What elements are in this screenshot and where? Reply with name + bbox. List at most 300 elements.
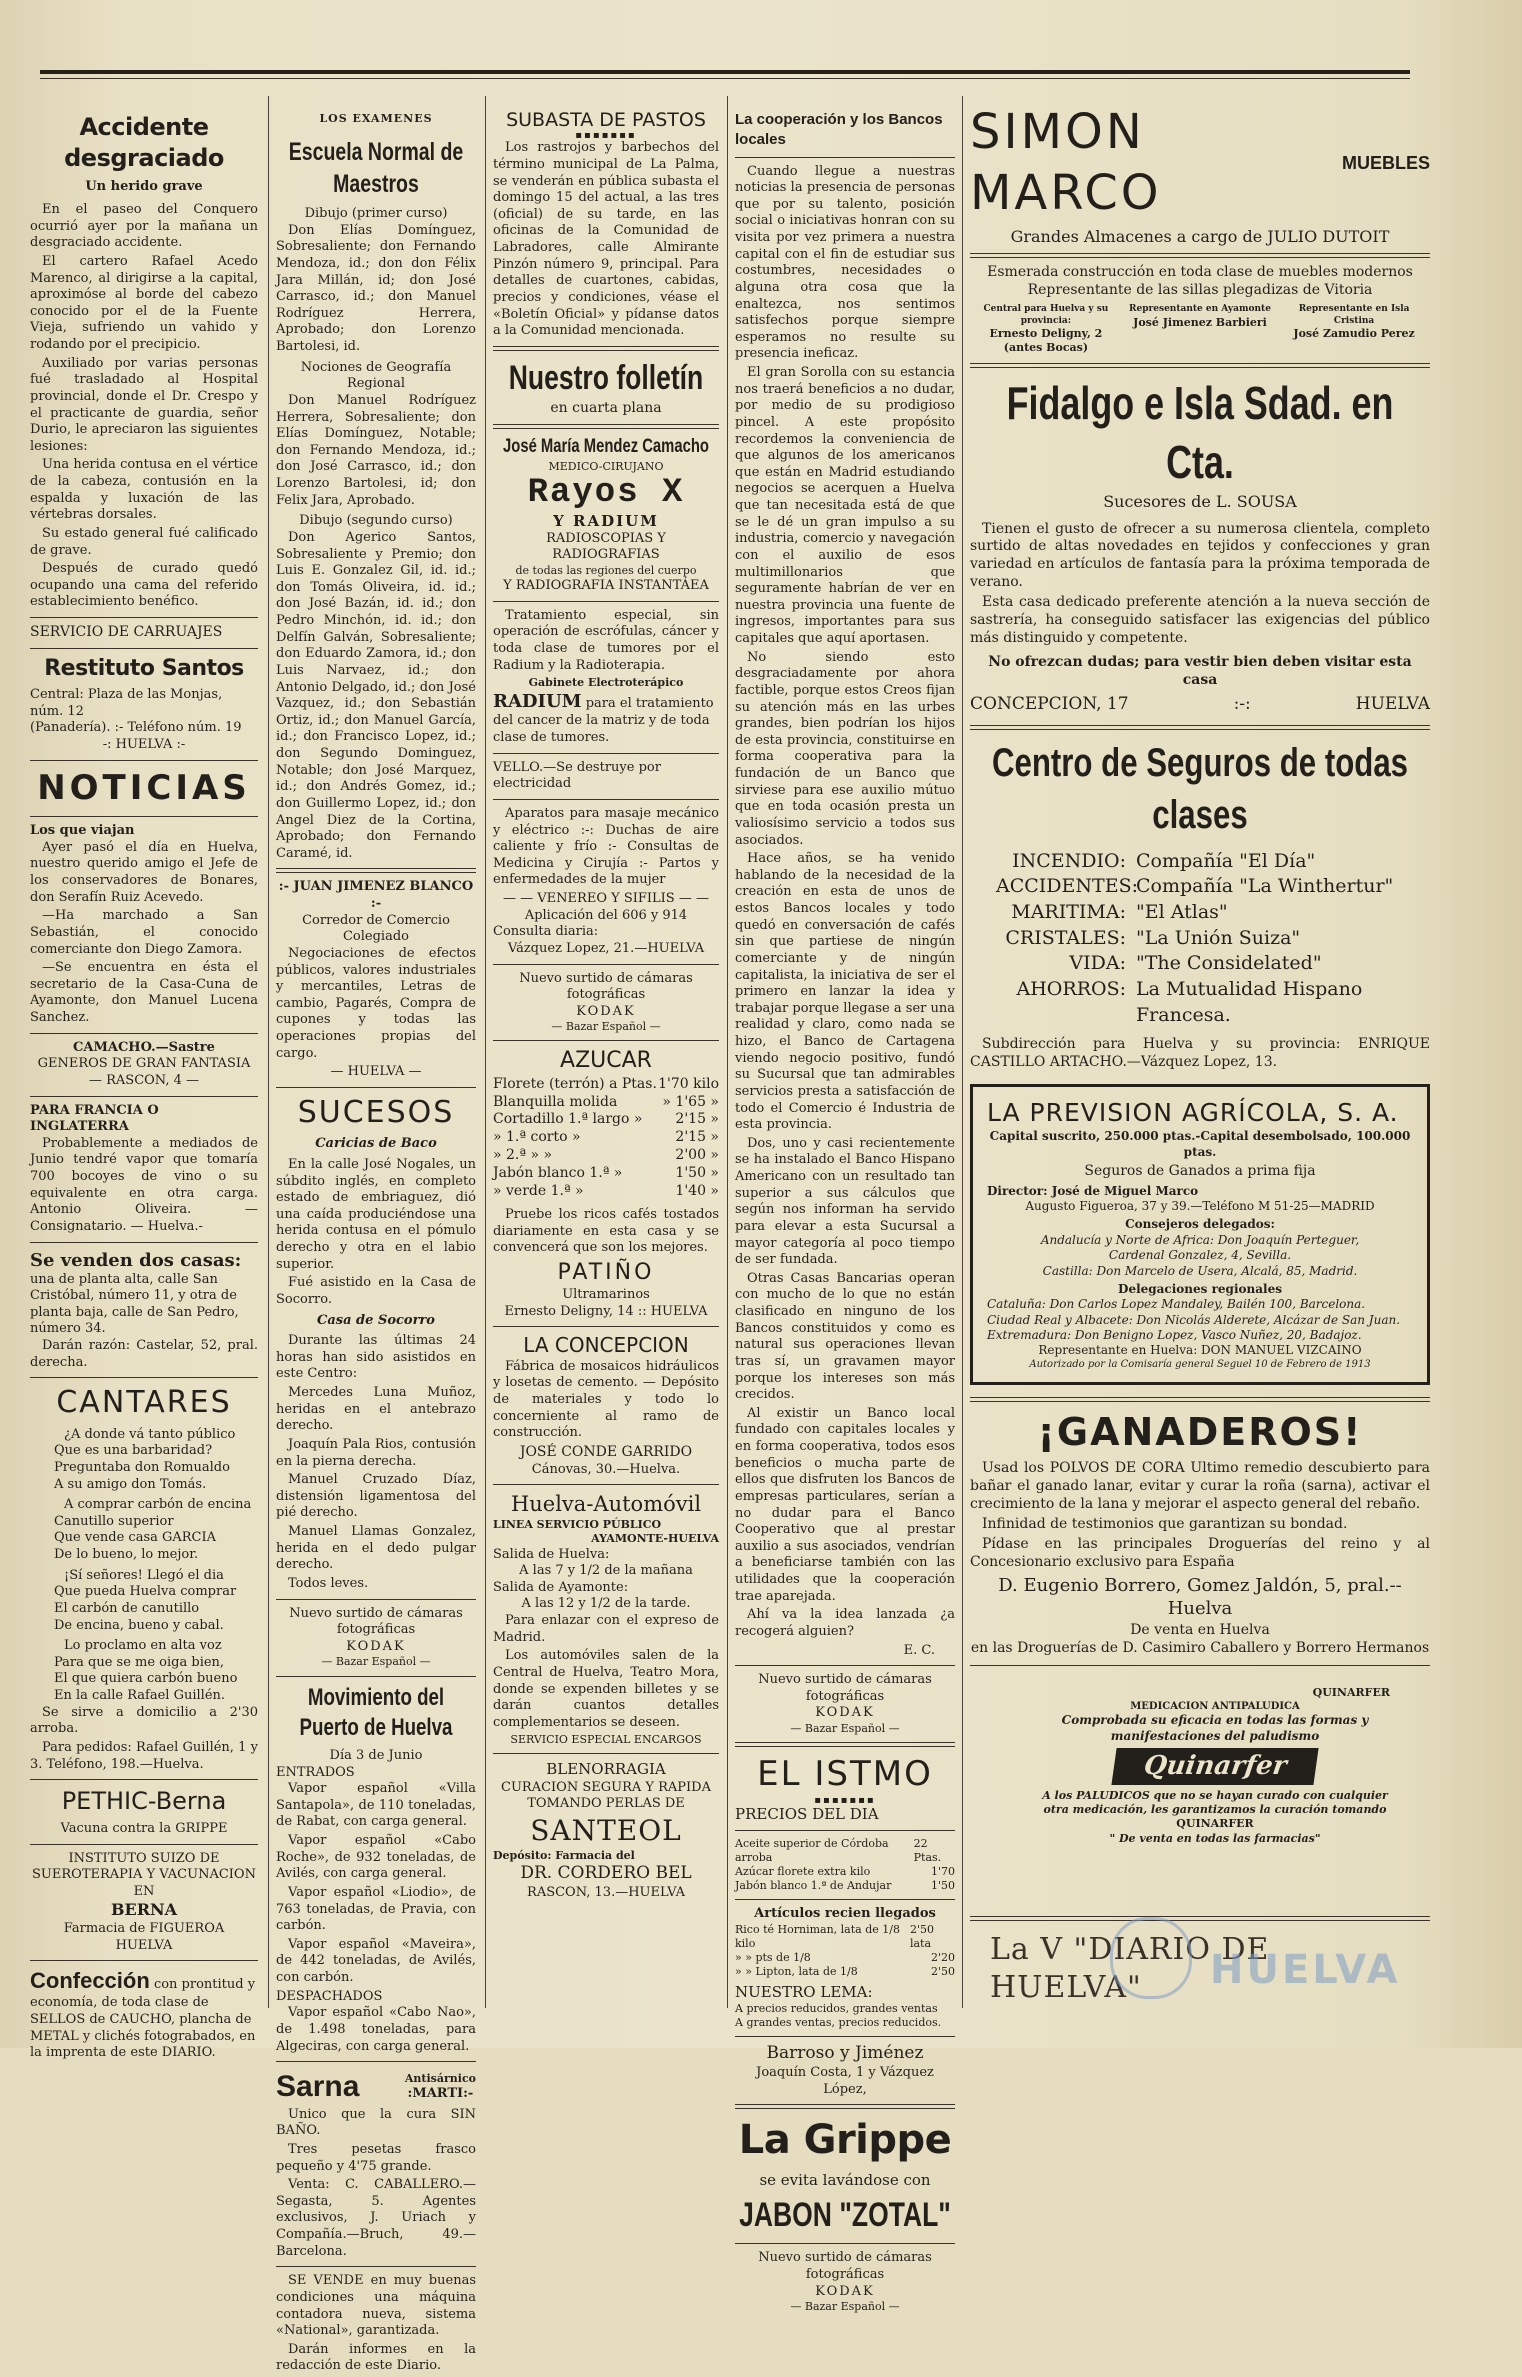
- viajan-heading: Los que viajan: [30, 823, 135, 839]
- consejeros-line: Cardenal Gonzalez, 4, Sevilla.: [1108, 1248, 1292, 1263]
- zotal-title: JABON "ZOTAL": [739, 2195, 951, 2234]
- examenes-heading: LOS EXAMENES: [319, 112, 433, 125]
- puerto-date: Día 3 de Junio: [329, 1747, 423, 1763]
- quinarfer-brand: Quinarfer: [1111, 1748, 1319, 1785]
- verse-line: A su amigo don Tomás.: [54, 1476, 207, 1492]
- prevision-capital: Capital suscrito, 250.000 ptas.-Capital desembolsado, 100.000 ptas.: [989, 1129, 1411, 1159]
- ganaderos-line: en las Droguerías de D. Casimiro Caballero y Borrero Hermanos: [970, 1639, 1430, 1656]
- prevision-director: Director: José de Miguel Marco: [987, 1183, 1199, 1198]
- column-2: [276, 100, 476, 2377]
- quinarfer-ad: [1040, 1686, 1390, 1845]
- seguros-row: [996, 849, 1430, 875]
- kodak-brand: KODAK: [346, 1638, 406, 1654]
- seguros-category: MARITIMA:: [1011, 901, 1126, 924]
- entrados-paragraph: Vapor español «Liodio», de 763 toneladas, de Pravia, con carbón.: [276, 1884, 476, 1934]
- price-row: [735, 1951, 955, 1965]
- seguros-company: La Mutualidad Hispano Francesa.: [1136, 978, 1363, 1026]
- column-divider: [485, 96, 486, 2008]
- delegaciones-heading: Delegaciones regionales: [1118, 1281, 1282, 1296]
- socorro-paragraph: Manuel Cruzado Díaz, distensión ligamentosa del pié derecho.: [276, 1472, 476, 1521]
- coop-paragraph: No siendo esto desgraciadamente por ahora factible, porque estos Creos fijan su atención más en las urbes grandes, bien podrían los hijos de esta provincia, constituirse en forma cooperativa para la fundación de un Banco que sirviese para ese auxilio mútuo que en toda ocasión presta un valiosísimo servicio a todos sus asociados.: [735, 649, 955, 848]
- consejeros-line: Andalucía y Norte de Africa: Don Joaquín Perteguer,: [1040, 1232, 1360, 1247]
- seguros-category: VIDA:: [1069, 952, 1126, 975]
- consulta-address: Vázquez Lopez, 21.—HUELVA: [507, 940, 705, 956]
- carruajes-heading: SERVICIO DE CARRUAJES: [30, 624, 223, 641]
- concepcion-name: JOSÉ CONDE GARRIDO: [519, 1443, 693, 1460]
- blenorragia-line: CURACION SEGURA Y RAPIDA: [501, 1779, 711, 1795]
- verse-line: Lo proclamo en alta voz: [64, 1638, 222, 1654]
- price-item-name: Azúcar florete extra kilo: [735, 1864, 871, 1878]
- quinarfer-top: QUINARFER: [1312, 1686, 1390, 1700]
- automovil-title: Huelva-Automóvil: [510, 1492, 702, 1517]
- automovil-line: Salida de Ayamonte:: [493, 1579, 629, 1595]
- representative: [970, 304, 1122, 355]
- verse-line: El carbón de canutillo: [54, 1600, 200, 1616]
- kodak-brand: KODAK: [576, 1003, 636, 1019]
- ganaderos-paragraph: Infinidad de testimonios que garantizan su bondad.: [982, 1515, 1348, 1532]
- price-item-value: 1'50: [930, 1879, 955, 1893]
- price-row: [493, 1076, 719, 1094]
- accidente-paragraph: Después de curado quedó ocupando una cama del referido establecimiento benéfico.: [30, 561, 258, 610]
- price-item-value: 2'00 »: [675, 1147, 719, 1164]
- price-item-name: » » pts de 1/8: [735, 1950, 811, 1964]
- azucar-price-list: [493, 1076, 719, 1201]
- socorro-paragraph: Mercedes Luna Muñoz, heridas en el antebrazo derecho.: [276, 1385, 476, 1434]
- price-item-name: Cortadillo 1.ª largo »: [493, 1111, 643, 1128]
- pethic-institute: INSTITUTO SUIZO DE SUEROTERAPIA Y VACUNACION EN: [32, 1850, 256, 1899]
- jimenez-paragraph: Negociaciones de efectos públicos, valores industriales y mercantiles, Letras de cambio, Pagarés, Compra de cupones y todas las operaciones propias del cargo.: [276, 945, 476, 1061]
- socorro-paragraph: Todos leves.: [288, 1575, 369, 1591]
- articulos-price-list: [735, 1923, 955, 1979]
- viajan-paragraph: —Se encuentra en ésta el secretario de la Casa-Cuna de Ayamonte, don Manuel Lucena Sanchez.: [30, 960, 258, 1026]
- ganaderos-line: De venta en Huelva: [1130, 1621, 1270, 1638]
- price-item-name: » 1.ª corto »: [493, 1129, 581, 1146]
- sarna-title: Sarna: [276, 2070, 360, 2104]
- kodak-bazar: — Bazar Español —: [790, 1722, 900, 1735]
- representative-heading: Central para Huelva y su provincia:: [983, 304, 1109, 326]
- price-row: [735, 1965, 955, 1979]
- coop-paragraph: Dos, uno y casi recientemente se ha instalado el Banco Hispano Americano con un resultado tan superior a sus cálculos que según nos informan ha servido para elevar a esta Sucursal a mayor categoría al poco tiempo de ser fundada.: [735, 1135, 955, 1268]
- simon-subtitle: Grandes Almacenes a cargo de JULIO DUTOIT: [1010, 226, 1390, 246]
- column-5: [970, 100, 1430, 2006]
- mendez-subtitle: MEDICO-CIRUJANO: [548, 459, 664, 473]
- price-item-value: 1'40 »: [675, 1183, 719, 1200]
- seguros-category: INCENDIO:: [1012, 849, 1126, 872]
- rayos-title: Rayos X: [527, 473, 685, 512]
- price-row: [493, 1094, 719, 1112]
- verse-line: De encina, bueno y cabal.: [54, 1617, 224, 1633]
- socorro-heading: Casa de Socorro: [317, 1312, 435, 1328]
- kodak-brand: KODAK: [815, 2283, 875, 2299]
- quinarfer-line: QUINARFER: [1176, 1817, 1254, 1831]
- price-item-name: » verde 1.ª »: [493, 1183, 584, 1200]
- seguros-list: [996, 849, 1430, 1028]
- automovil-subtitle: LINEA SERVICIO PÚBLICO: [493, 1518, 662, 1532]
- francia-paragraph: Probablemente a mediados de Junio tendré vapor que tomaría 700 bocoyes de vino o su equivalente en otra carga. Antonio Oliveira. — Consignatario. — Huelva.-: [30, 1135, 258, 1234]
- pethic-pharmacy: Farmacia de FIGUEROA: [63, 1920, 225, 1936]
- top-rule: [40, 70, 1410, 74]
- simon-representatives: [970, 304, 1430, 355]
- lema-line: A grandes ventas, precios reducidos.: [735, 2016, 942, 2030]
- despachados-paragraph: Vapor español «Cabo Nao», de 1.498 toneladas, para Algeciras, con carga general.: [276, 2005, 476, 2054]
- venden-heading: Se venden dos casas:: [30, 1249, 242, 1271]
- price-row: [735, 1837, 955, 1865]
- sarna-paragraph: Venta: C. CABALLERO.—Segasta, 5. Agentes exclusivos, J. Uriach y Compañía.—Bruch, 49.—Barcelona.: [276, 2177, 476, 2259]
- coop-paragraph: El gran Sorolla con su estancia nos traerá beneficios a no dudar, por medio de su prodigioso pincel. A este propósito recordemos la conveniencia de que algunos de los americanos que están en Madrid estudiando negocios se acerquen a Huelva que tan necesitada está de que se le dé un gran impulso a su industria, comercio y navegación con el auxilio de esos multimillonarios que seguramente habrían de ver en nuestra provincia una fuente de ingresos, importantes para sus capitales que aquí aportasen.: [735, 365, 955, 646]
- kodak-line: Nuevo surtido de cámaras fotográficas: [519, 970, 693, 1003]
- price-row: [493, 1129, 719, 1147]
- sarna-subtitle: Antisárnico: [404, 2072, 476, 2086]
- francia-heading: PARA FRANCIA O INGLATERRA: [30, 1102, 159, 1135]
- patino-subtitle: Ultramarinos: [562, 1286, 650, 1302]
- lema-heading: NUESTRO LEMA:: [735, 1983, 873, 2002]
- dibujo2-paragraph: Don Agerico Santos, Sobresaliente y Premio; don Luis E. Gonzalez Gil, id. id.; don Tomás Oliveira, id. id.; don José Bazán, id. id.; don Pedro Minchón, id. id.; don Delfín Galván, Sobresaliente; don Eduardo Zamora, id.; don Luis Narvaez, id.; don Antonio Delgado, id.; don José Vazquez, id.; don Sebastián Ortiz, id.; don Manuel García, id.; don Francisco Lopez, id.; don Segundo Dominguez, Notable; don José Marquez, id.; don Andrés Gomez, id.; don Guillermo Lopez, id.; don Angel Diez de la Cortina, Aprobado; don Fernando Caramé, id.: [276, 529, 476, 861]
- entrados-list: [276, 1781, 476, 1987]
- automovil-line: A las 7 y 1/2 de la mañana: [519, 1563, 693, 1579]
- folletin-subtitle: en cuarta plana: [550, 400, 662, 417]
- carruajes-address: Central: Plaza de las Monjas, núm. 12: [30, 687, 223, 719]
- barroso-address: Joaquín Costa, 1 y Vázquez López,: [756, 2065, 934, 2097]
- pethic-title: PETHIC-Berna: [61, 1787, 227, 1816]
- carruajes-name: Restituto Santos: [44, 655, 244, 681]
- coop-paragraph: Cuando llegue a nuestras noticias la presencia de personas que por su talento, posición social o iniciativas honran con su visita por vez primera a nuestra capital con el fin de estudiar sus costumbres, necesidades o alguna otra cosa que la enaltezca, nos sentimos satisfechos porque siempre esperamos no resulte su presencia ineficaz.: [735, 163, 955, 362]
- verse-line: El que quiera carbón bueno: [54, 1671, 238, 1687]
- price-item-name: Jabón blanco 1.ª »: [493, 1165, 623, 1182]
- cantares-title: CANTARES: [56, 1385, 232, 1421]
- jimenez-heading: :- JUAN JIMENEZ BLANCO :-: [278, 879, 474, 912]
- santeol-title: SANTEOL: [530, 1813, 682, 1847]
- simon-line: Esmerada construcción en toda clase de muebles modernos: [987, 264, 1413, 281]
- prevision-address: Augusto Figueroa, 37 y 39.—Teléfono M 51-25—MADRID: [1025, 1199, 1375, 1214]
- price-row: [493, 1165, 719, 1183]
- price-item-name: Florete (terrón) a Ptas.: [493, 1075, 657, 1092]
- consulta-label: Consulta diaria:: [493, 924, 599, 940]
- simon-title: SIMON MARCO: [970, 104, 1162, 222]
- coop-paragraph: Al existir un Banco local fundado con capitales locales y en forma cooperativa, todos esos beneficios o mucha parte de ellos que disfruten los Bancos de empresas particulares, serían a no dudar para el Banco Cooperativo que al prestar auxilio a sus asociados, vendrían a beneficiarse también con las utilidades que la cooperación trae aparejada.: [735, 1405, 955, 1604]
- sarna-paragraph: Tres pesetas frasco pequeño y 4'75 grande.: [276, 2141, 476, 2174]
- ganaderos-paragraph: Pídase en las principales Droguerías del reino y al Concesionario exclusivo para España: [970, 1535, 1430, 1570]
- delegaciones-line: Cataluña: Don Carlos Lopez Mandaley, Bailén 100, Barcelona.: [987, 1297, 1366, 1312]
- camacho-line: GENEROS DE GRAN FANTASIA: [37, 1056, 251, 1072]
- automovil-route: AYAMONTE-HUELVA: [591, 1532, 719, 1546]
- accidente-subtitle: Un herido grave: [85, 179, 203, 195]
- pethic-city: BERNA: [110, 1900, 178, 1920]
- seguros-company: "El Atlas": [1136, 901, 1228, 924]
- consejeros-line: Castilla: Don Marcelo de Usera, Alcalá, 85, Madrid.: [1042, 1263, 1358, 1278]
- santeol-name: DR. CORDERO BEL: [520, 1862, 692, 1883]
- kodak-line: Nuevo surtido de cámaras fotográficas: [758, 1672, 932, 1704]
- seguros-row: [996, 977, 1430, 1028]
- santeol-deposit: Depósito: Farmacia del: [493, 1848, 635, 1862]
- price-item-value: 1'50 »: [675, 1165, 719, 1182]
- prevision-title: LA PREVISION AGRÍCOLA, S. A.: [987, 1098, 1399, 1128]
- fidalgo-title: Fidalgo e Isla Sdad. en Cta.: [1006, 377, 1394, 489]
- azucar-paragraph: Pruebe los ricos cafés tostados diariamente en esta casa y se convencerá que son los mejores.: [493, 1206, 719, 1256]
- puerto-title: Movimiento del Puerto de Huelva: [299, 1683, 453, 1742]
- seguros-row: [996, 900, 1430, 926]
- delegaciones-line: Extremadura: Don Benigno Lopez, Vasco Nuñez, 20, Badajoz.: [987, 1328, 1362, 1342]
- price-item-value: 22 Ptas.: [913, 1836, 942, 1864]
- seguros-company: Compañía "El Día": [1136, 849, 1316, 872]
- gabinete-heading: Gabinete Electroterápico: [528, 676, 684, 690]
- rayos-paragraph: Tratamiento especial, sin operación de escrófulas, cáncer y toda clase de tumores por el Radium y la Radioterapia.: [493, 607, 719, 673]
- delegaciones-line: Ciudad Real y Albacete: Don Nicolás Alderete, Alcázar de San Juan.: [987, 1312, 1401, 1327]
- simon-tag: MUEBLES: [1341, 152, 1430, 173]
- carruajes-phone: (Panadería). :- Teléfono núm. 19: [30, 720, 242, 736]
- verse-line: Canutillo superior: [54, 1513, 174, 1529]
- automovil-paragraph: Los automóviles salen de la Central de Huelva, Teatro Mora, donde se expenden billetes y se darán cuantos detalles complementarios se deseen.: [493, 1648, 719, 1730]
- concepcion-title: LA CONCEPCION: [523, 1333, 689, 1358]
- price-item-name: Jabón blanco 1.ª de Andujar: [735, 1879, 892, 1893]
- cantares-paragraph: Para pedidos: Rafael Guillén, 1 y 3. Teléfono, 198.—Huelva.: [30, 1739, 258, 1772]
- verse-line: A comprar carbón de encina: [64, 1497, 252, 1513]
- aplicacion-line: Aplicación del 606 y 914: [524, 907, 688, 923]
- seguros-row: [996, 951, 1430, 977]
- ganaderos-paragraph: Usad los POLVOS DE CORA Ultimo remedio descubierto para bañar el ganado lanar, evitar y curar la roña (sarna), activar el crecimiento de la lana y mejorar el aspecto general del rebaño.: [970, 1460, 1430, 1512]
- fidalgo-subtitle: Sucesores de L. SOUSA: [1103, 492, 1297, 512]
- verse-line: ¡Sí señores! Llegó el dia: [64, 1567, 224, 1583]
- price-row: [493, 1183, 719, 1201]
- price-item-value: 2'15 »: [675, 1111, 719, 1128]
- coop-signature: E. C.: [903, 1642, 935, 1658]
- archive-stamp-icon: [1110, 1917, 1192, 1999]
- istmo-title: EL ISTMO: [757, 1754, 933, 1795]
- column-divider: [268, 96, 269, 2008]
- consejeros-heading: Consejeros delegados:: [1125, 1217, 1275, 1232]
- radium-heading: RADIUM: [493, 691, 582, 713]
- blenorragia-title: BLENORRAGIA: [546, 1760, 666, 1779]
- azucar-title: AZUCAR: [560, 1048, 652, 1074]
- price-item-value: 2'15 »: [675, 1129, 719, 1146]
- accidente-paragraph: Auxiliado por varias personas fué trasladado al Hospital provincial, donde el Dr. Crespo y el practicante de guardia, señor Durio, le apreciaron las siguientes lesiones:: [30, 355, 258, 454]
- automovil-line: A las 12 y 1/2 de la tarde.: [521, 1596, 691, 1612]
- confeccion-heading: Confección: [30, 1968, 150, 1994]
- cantares-paragraph: Se sirve a domicilio a 2'30 arroba.: [30, 1704, 258, 1737]
- dibujo1-heading: Dibujo (primer curso): [304, 206, 448, 222]
- despachados-heading: DESPACHADOS: [276, 1988, 383, 2004]
- socorro-paragraph: Joaquín Pala Rios, contusión en la pierna derecha.: [276, 1436, 476, 1469]
- camacho-name: CAMACHO.—Sastre: [73, 1039, 215, 1055]
- rayos-subtitle: Y RADIUM: [553, 511, 659, 530]
- representative-heading: Representante en Ayamonte: [1129, 304, 1271, 315]
- folletin-title: Nuestro folletín: [508, 358, 704, 397]
- quinarfer-line: Comprobada su eficacia en todas las formas y manifestaciones del paludismo: [1061, 1713, 1369, 1743]
- dibujo1-paragraph: Don Elías Domínguez, Sobresaliente; don Fernando Mendoza, id.; don don Félix Jara Millán, id; don José Carrasco, id.; don Manuel Rodríguez Herrera, Aprobado; don Lorenzo Bartolesi, id.: [276, 222, 476, 355]
- price-row: [735, 1865, 955, 1879]
- price-item-name: Aceite superior de Córdoba arroba: [735, 1836, 889, 1864]
- representative: [1278, 304, 1430, 355]
- camacho-address: — RASCON, 4 —: [88, 1072, 200, 1088]
- coop-paragraph: Otras Casas Bancarias operan con mucho de lo que no están clasificado en ninguno de los Bancos constituidos y como es natural sus operaciones llevan tras sí, un gravamen mayor porque los intereses son más crecidos.: [735, 1270, 955, 1403]
- caricias-heading: Caricias de Baco: [315, 1136, 437, 1152]
- verse-line: ¿A donde vá tanto público: [64, 1426, 236, 1442]
- price-row: [493, 1111, 719, 1129]
- viajan-paragraph: Ayer pasó el día en Huelva, nuestro querido amigo el Jefe de los conservadores de Bonares, don Serafín Ruiz Acevedo.: [30, 839, 258, 905]
- seguros-paragraph: Subdirección para Huelva y su provincia: ENRIQUE CASTILLO ARTACHO.—Vázquez Lopez, 13.: [970, 1036, 1430, 1071]
- concepcion-address: Cánovas, 30.—Huelva.: [531, 1461, 681, 1477]
- fidalgo-slogan: No ofrezcan dudas; para vestir bien deben visitar esta casa: [988, 653, 1412, 688]
- istmo-subtitle: PRECIOS DEL DIA: [735, 1804, 879, 1823]
- simon-line: Representante de las sillas plegadizas de Vitoria: [1027, 282, 1373, 299]
- socorro-paragraph: Manuel Llamas Gonzalez, herida en el dedo pulgar derecho.: [276, 1524, 476, 1573]
- venden-contact: Darán razón: Castelar, 52, pral. derecha.: [30, 1338, 258, 1370]
- delegaciones-authorization: Autorizado por la Comisaría general Seguel 10 de Febrero de 1913: [1029, 1358, 1371, 1370]
- caricias-paragraph: Fué asistido en la Casa de Socorro.: [276, 1275, 476, 1307]
- patino-title: PATIÑO: [557, 1259, 655, 1285]
- ornament: ▪▪▪▪▪▪▪: [575, 130, 637, 142]
- price-item-value: 1'70 kilo: [658, 1075, 719, 1092]
- quinarfer-subtitle: MEDICACION ANTIPALUDICA: [1130, 1700, 1300, 1712]
- verse-line: Preguntaba don Romualdo: [54, 1459, 230, 1475]
- price-item-value: » 1'65 »: [662, 1093, 719, 1110]
- seguros-company: "La Unión Suiza": [1136, 926, 1301, 949]
- geografia-paragraph: Don Manuel Rodríguez Herrera, Sobresaliente; don Elías Domínguez, Notable; don Fernando Mendoza, id.; don José Carrasco, id.; don Lorenzo Bartolesi, id; don Felix Jara, Aprobado.: [276, 392, 476, 508]
- price-item-value: 2'50 lata: [909, 1922, 934, 1950]
- articulos-heading: Artículos recien llegados: [754, 1906, 936, 1922]
- verse-line: Que vende casa GARCIA: [54, 1530, 217, 1546]
- column-divider: [727, 96, 728, 2008]
- representative-heading: Representante en Isla Cristina: [1298, 304, 1410, 326]
- entrados-heading: ENTRADOS: [276, 1764, 355, 1780]
- noticias-title: NOTICIAS: [37, 767, 251, 808]
- accidente-paragraph: El cartero Rafael Acedo Marenco, al dirigirse a la capital, aproximóse al borde del cabezo conocido por el de la Fuente Vieja, sufriendo un vahido y rodando por el precipicio.: [30, 253, 258, 353]
- escuela-title: Escuela Normal de Maestros: [288, 138, 464, 199]
- price-item-value: 2'50: [930, 1964, 955, 1978]
- seguros-company: Compañía "La Winthertur": [1136, 875, 1394, 898]
- representative: [1124, 304, 1276, 355]
- viajan-paragraph: —Ha marchado a San Sebastián, el conocido comerciante don Diego Zamora.: [30, 908, 258, 957]
- quinarfer-line: " De venta en todas las farmacias": [1109, 1831, 1321, 1845]
- prevision-seguros: Seguros de Ganados a prima fija: [1084, 1162, 1316, 1179]
- automovil-paragraph: Para enlazar con el expreso de Madrid.: [493, 1613, 719, 1645]
- ganaderos-name: D. Eugenio Borrero, Gomez Jaldón, 5, pral.--Huelva: [998, 1574, 1402, 1619]
- cooperacion-title: La cooperación y los Bancos locales: [735, 111, 943, 149]
- kodak-bazar: — Bazar Español —: [790, 2300, 900, 2314]
- price-row: [735, 1879, 955, 1893]
- lema-line: A precios reducidos, grandes ventas: [735, 2002, 938, 2016]
- fidalgo-separator: :-:: [1233, 693, 1251, 714]
- ornament: ▪▪▪▪▪▪▪: [814, 1794, 876, 1806]
- representative-name: José Zamudio Perez: [1293, 327, 1415, 341]
- coop-paragraph: Hace años, se ha venido hablando de la necesidad de la creación en esta de unos de estos Bancos locales y todo quedó en conversación de cafés sin que partiese de ningún comerciante y de ningún capitalista, la iniciativa de ser el primero en lanzar la idea y trabajar porque llegase a ser una realidad y claro, como nada se hizo, el Banco de Cartagena viendo negocio positivo, fundó su Sucursal que tan admirables servicios presta a satisfacción de todo el Comercio é Industria de esta provincia.: [735, 851, 955, 1133]
- fidalgo-paragraph: Tienen el gusto de ofrecer a su numerosa clientela, completo surtido de altas novedades en tejidos y confecciones y gran variedad en artículos de fantasía para la próxima temporada de verano.: [970, 520, 1430, 591]
- price-item-value: 2'20: [930, 1950, 955, 1964]
- seguros-category: AHORROS:: [1016, 978, 1126, 1001]
- vende-paragraph: Darán informes en la redacción de este Diario.: [276, 2341, 476, 2374]
- blenorragia-line: TOMANDO PERLAS DE: [527, 1796, 685, 1812]
- kodak-line: Nuevo surtido de cámaras fotográficas: [289, 1605, 463, 1638]
- kodak-line: Nuevo surtido de cámaras fotográficas: [758, 2250, 932, 2282]
- santeol-address: RASCON, 13.—HUELVA: [527, 1884, 685, 1900]
- seguros-row: [996, 874, 1430, 900]
- kodak-bazar: — Bazar Español —: [551, 1020, 661, 1034]
- radium-paragraph: para el tratamiento del cancer de la matriz y de toda clase de tumores.: [493, 696, 714, 745]
- price-item-name: Rico té Horniman, lata de 1/8 kilo: [735, 1922, 900, 1950]
- seguros-company: "The Considelated": [1136, 952, 1322, 975]
- price-item-name: » 2.ª » »: [493, 1147, 553, 1164]
- istmo-price-list: [735, 1837, 955, 1893]
- entrados-paragraph: Vapor español «Cabo Roche», de 932 toneladas, de Avilés, con carga general.: [276, 1833, 476, 1882]
- patino-address: Ernesto Deligny, 14 :: HUELVA: [504, 1303, 708, 1319]
- concepcion-paragraph: Fábrica de mosaicos hidráulicos y losetas de cemento. — Depósito de materiales y todo lo concerniente al ramo de construcción.: [493, 1358, 719, 1441]
- accidente-paragraph: En el paseo del Conquero ocurrió ayer por la mañana un desgraciado accidente.: [30, 202, 258, 251]
- column-3: [493, 100, 719, 1901]
- vende-paragraph: SE VENDE en muy buenas condiciones una máquina contadora nueva, sistema «National», garantizada.: [276, 2273, 476, 2339]
- subasta-paragraph: Los rastrojos y barbechos del término municipal de La Palma, se venderán en pública subasta el domingo 15 del actual, a las tres (oficial) de su tarde, en las oficinas de la Comunidad de Labradores, calle Almirante Pinzón número 9, principal. Para detalles de cuartones, cabidas, precios y condiciones, véase el «Boletín Oficial» y pídanse datos a la Comunidad mencionada.: [493, 140, 719, 339]
- footer-diario: La V "DIARIO DE HUELVA": [990, 1931, 1270, 2006]
- grippe-title: La Grippe: [738, 2117, 952, 2164]
- dibujo2-heading: Dibujo (segundo curso): [299, 513, 453, 529]
- accidente-paragraph: Una herida contusa en el vértice de la cabeza, contusión en la espalda y luxación de las vértebras dorsales.: [30, 457, 258, 523]
- fidalgo-paragraph: Esta casa dedicado preferente atención a la nueva sección de sastrería, ha conseguido satisfacer las exigencias del público más distinguido y competente.: [970, 594, 1430, 646]
- kodak-bazar: — Bazar Español —: [321, 1655, 431, 1669]
- verse-line: Que es una barbaridad?: [54, 1443, 213, 1459]
- verse-line: De lo bueno, lo mejor.: [54, 1547, 199, 1563]
- verse-line: En la calle Rafael Guillén.: [54, 1688, 226, 1704]
- seguros-row: [996, 926, 1430, 952]
- grippe-subtitle: se evita lavándose con: [759, 2170, 931, 2189]
- fidalgo-city: HUELVA: [1355, 693, 1430, 714]
- rayos-line: RADIOSCOPIAS Y RADIOGRAFIAS: [546, 530, 666, 563]
- price-item-name: Blanquilla molida: [493, 1093, 618, 1110]
- entrados-paragraph: Vapor español «Maveira», de 442 toneladas, de Avilés, con carbón.: [276, 1936, 476, 1986]
- accidente-paragraph: Su estado general fué calificado de grave.: [30, 525, 258, 558]
- vello-paragraph: VELLO.—Se destruye por electricidad: [493, 759, 661, 792]
- prevision-box: [970, 1084, 1430, 1384]
- sarna-paragraph: Unico que la cura SIN BAÑO.: [276, 2106, 476, 2139]
- barroso-title: Barroso y Jiménez: [766, 2043, 924, 2064]
- cantares-verses: [30, 1427, 258, 1705]
- representative-name: Ernesto Deligny, 2 (antes Bocas): [989, 327, 1103, 355]
- verse-line: Para que se me oiga bien,: [54, 1654, 225, 1670]
- automovil-line: Salida de Huelva:: [493, 1546, 610, 1562]
- rayos-line: Y RADIOGRAFIA INSTANTÁEA: [503, 578, 709, 594]
- automovil-service: SERVICIO ESPECIAL ENCARGOS: [510, 1733, 702, 1747]
- sucesos-title: SUCESOS: [297, 1094, 455, 1130]
- geografia-heading: Nociones de Geografía Regional: [300, 359, 452, 392]
- footer-stamp: HUELVA: [1210, 1946, 1401, 1993]
- seguros-title: Centro de Seguros de todas clases: [991, 741, 1409, 837]
- subasta-title: SUBASTA DE PASTOS: [506, 109, 706, 131]
- venereo-line: — — VENEREO Y SIFILIS — —: [503, 891, 709, 906]
- seguros-category: CRISTALES:: [1005, 926, 1126, 949]
- top-rule-thin: [40, 78, 1410, 79]
- price-item-name: » » Lipton, lata de 1/8: [735, 1964, 858, 1978]
- coop-paragraph: Ahí va la idea lanzada ¿a recogerá alguien?: [735, 1607, 955, 1639]
- price-row: [493, 1147, 719, 1165]
- rayos-line: de todas las regiones del cuerpo: [515, 564, 697, 578]
- jimenez-subtitle: Corredor de Comercio Colegiado: [302, 912, 450, 945]
- column-1: [30, 100, 258, 2062]
- aparatos-paragraph: Aparatos para masaje mecánico y eléctrico :-: Duchas de aire caliente y frío :- Consultas de Medicina y Cirujía :- Partos y enfermedades de la mujer: [493, 805, 719, 888]
- carruajes-city: -: HUELVA :-: [102, 737, 186, 752]
- column-divider: [962, 96, 963, 2008]
- sarna-brand: :MARTI:-: [407, 2086, 474, 2102]
- ganaderos-title: ¡GANADEROS!: [1037, 1409, 1363, 1454]
- price-item-value: 1'70: [930, 1864, 955, 1878]
- column-4: [735, 100, 955, 2314]
- confeccion-paragraph: con prontitud y economía, de toda clase de SELLOS de CAUCHO, plancha de METAL y clichés fotograbados, en la imprenta de este DIARIO.: [30, 1977, 256, 2061]
- fidalgo-address: CONCEPCION, 17: [970, 693, 1129, 714]
- seguros-category: ACCIDENTES:: [996, 875, 1138, 898]
- pethic-subtitle: Vacuna contra la GRIPPE: [60, 1820, 228, 1836]
- mendez-name: José María Mendez Camacho: [503, 436, 709, 458]
- quinarfer-line: A los PALUDICOS que no se hayan curado con cualquier otra medicación, les garantizamos la curación tomando: [1042, 1789, 1388, 1817]
- caricias-paragraph: En la calle José Nogales, un súbdito inglés, en completo estado de embriaguez, dió una caída produciéndose una herida contusa en el pómulo derecho y otra en el labio superior.: [276, 1156, 476, 1272]
- pethic-location: HUELVA: [115, 1937, 173, 1953]
- accidente-title: Accidente desgraciado: [64, 113, 224, 172]
- jimenez-city: — HUELVA —: [330, 1064, 422, 1080]
